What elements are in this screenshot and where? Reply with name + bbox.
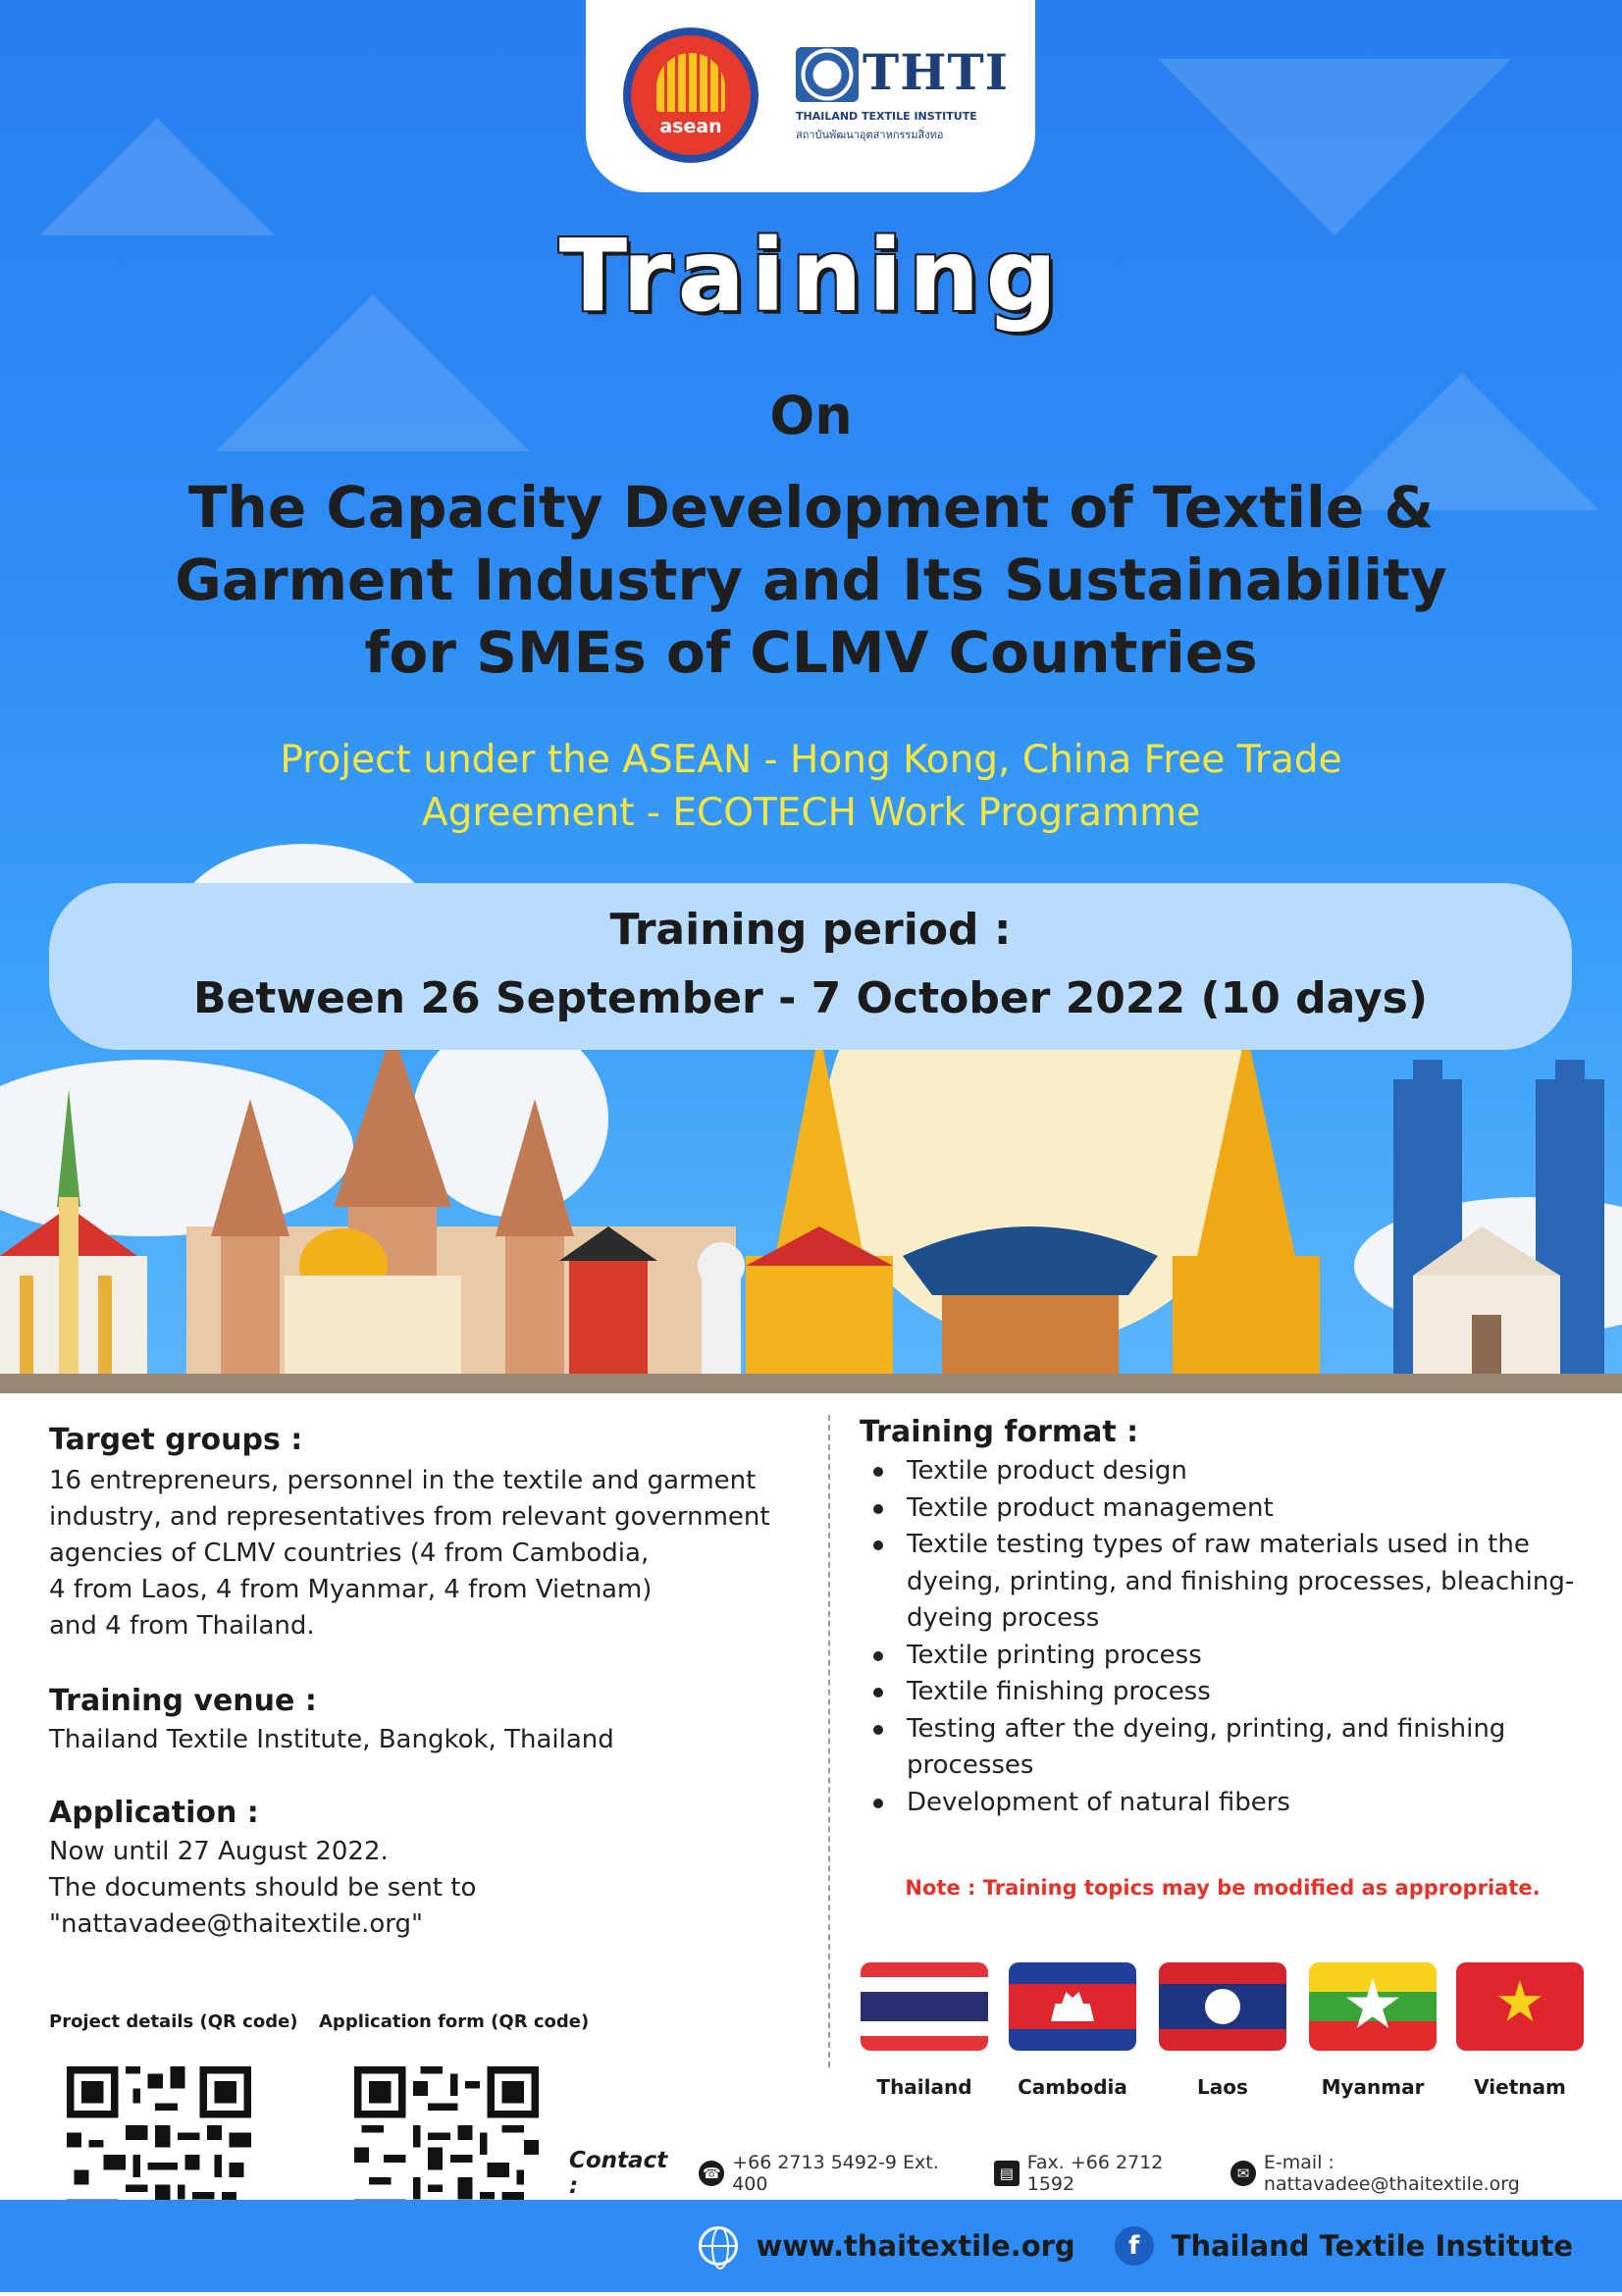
poster-title-on: On xyxy=(769,385,853,446)
contact-row xyxy=(569,2148,1609,2199)
asean-logo-text: asean xyxy=(659,116,722,137)
email-icon: ✉ xyxy=(1230,2161,1256,2186)
training-format-section xyxy=(860,1415,1586,1821)
training-period-label: Training period : xyxy=(609,905,1012,955)
flag-label-thailand: Thailand xyxy=(876,2075,972,2099)
globe-icon xyxy=(699,2226,738,2266)
target-groups-section xyxy=(49,1423,814,1644)
application-line: The documents should be sent to xyxy=(49,1873,477,1903)
application-text xyxy=(49,1834,814,1943)
program-subtitle xyxy=(88,734,1534,840)
vietnam-flag-icon xyxy=(1456,1962,1584,2051)
training-note: Note : Training topics may be modified as appropriate. xyxy=(905,1876,1541,1900)
decor-triangle xyxy=(1158,59,1511,235)
thti-logo-subtitle-th: สถาบันพัฒนาอุตสาหกรรมสิ่งทอ xyxy=(796,129,944,141)
contact-label: Contact : xyxy=(569,2148,668,2199)
flag-label-laos: Laos xyxy=(1197,2075,1248,2099)
rice-stalks-icon xyxy=(656,53,725,112)
asean-skyline-illustration xyxy=(0,1030,1622,1393)
target-groups-line: industry, and representatives from relevant government xyxy=(49,1502,770,1532)
training-format-item: Textile product management xyxy=(860,1490,1586,1528)
training-period-dates: Between 26 September - 7 October 2022 (10 days) xyxy=(193,973,1428,1023)
poster-title: Training xyxy=(558,218,1064,335)
flag-label-myanmar: Myanmar xyxy=(1321,2075,1425,2099)
venue-section xyxy=(49,1684,814,1758)
footer-links xyxy=(699,2200,1573,2292)
contact-phone[interactable]: +66 2713 5492-9 Ext. 400 xyxy=(732,2152,939,2195)
training-format-item: Textile printing process xyxy=(860,1638,1586,1675)
program-title-line: The Capacity Development of Textile & xyxy=(187,474,1435,541)
venue-heading: Training venue : xyxy=(49,1684,317,1718)
target-groups-line: agencies of CLMV countries (4 from Cambodia, xyxy=(49,1539,650,1568)
target-groups-text xyxy=(49,1463,814,1644)
training-format-list xyxy=(860,1453,1586,1821)
program-title xyxy=(39,471,1583,689)
myanmar-flag-icon xyxy=(1309,1962,1437,2051)
contact-fax: Fax. +66 2712 1592 xyxy=(1026,2152,1164,2195)
facebook-icon: f xyxy=(1115,2226,1154,2266)
project-qr-label: Project details (QR code) xyxy=(49,2011,298,2032)
thailand-flag-icon xyxy=(861,1962,988,2051)
training-format-item: Textile finishing process xyxy=(860,1674,1586,1711)
target-groups-line: 4 from Laos, 4 from Myanmar, 4 from Vietnam) xyxy=(49,1575,653,1604)
cambodia-flag-icon xyxy=(1009,1962,1136,2051)
flag-label-vietnam: Vietnam xyxy=(1474,2075,1566,2099)
logo-panel xyxy=(586,0,1035,192)
training-format-item: Testing after the dyeing, printing, and finishing processes xyxy=(860,1711,1586,1785)
info-section xyxy=(0,1393,1622,2296)
training-format-item: Textile testing types of raw materials used in the dyeing, printing, and finishing processes, bleaching-dyeing process xyxy=(860,1527,1586,1638)
flag-label-cambodia: Cambodia xyxy=(1018,2075,1127,2099)
target-groups-heading: Target groups : xyxy=(49,1423,303,1457)
column-divider xyxy=(828,1415,830,2067)
program-title-line: Garment Industry and Its Sustainability xyxy=(175,547,1447,613)
asean-logo xyxy=(623,27,759,163)
application-line: Now until 27 August 2022. xyxy=(49,1837,389,1866)
thti-logo-subtitle-en: THAILAND TEXTILE INSTITUTE xyxy=(796,110,977,123)
application-section xyxy=(49,1796,814,1943)
program-subtitle-line: Agreement - ECOTECH Work Programme xyxy=(421,791,1201,835)
application-heading: Application : xyxy=(49,1796,259,1830)
venue-text: Thailand Textile Institute, Bangkok, Thailand xyxy=(49,1725,614,1754)
application-email[interactable]: "nattavadee@thaitextile.org" xyxy=(49,1909,423,1939)
footer xyxy=(0,2200,1622,2292)
fax-icon: ▤ xyxy=(994,2161,1020,2186)
training-format-heading: Training format : xyxy=(860,1415,1139,1449)
laos-flag-icon xyxy=(1159,1962,1286,2051)
website-link[interactable]: www.thaitextile.org xyxy=(756,2229,1075,2263)
application-qr-label: Application form (QR code) xyxy=(319,2011,590,2032)
training-format-item: Development of natural fibers xyxy=(860,1785,1586,1822)
program-title-line: for SMEs of CLMV Countries xyxy=(364,619,1258,686)
program-subtitle-line: Project under the ASEAN - Hong Kong, China Free Trade xyxy=(280,738,1342,782)
contact-email[interactable]: E-mail : nattavadee@thaitextile.org xyxy=(1263,2152,1520,2195)
phone-icon: ☎ xyxy=(699,2161,724,2186)
target-groups-line: and 4 from Thailand. xyxy=(49,1611,315,1641)
thti-logo-icon xyxy=(796,47,859,102)
training-format-item: Textile product design xyxy=(860,1453,1586,1490)
facebook-link[interactable]: Thailand Textile Institute xyxy=(1171,2229,1573,2263)
thti-logo-title: THTI xyxy=(863,43,1010,101)
training-period-box xyxy=(49,883,1572,1050)
target-groups-line: 16 entrepreneurs, personnel in the textile and garment xyxy=(49,1466,757,1495)
